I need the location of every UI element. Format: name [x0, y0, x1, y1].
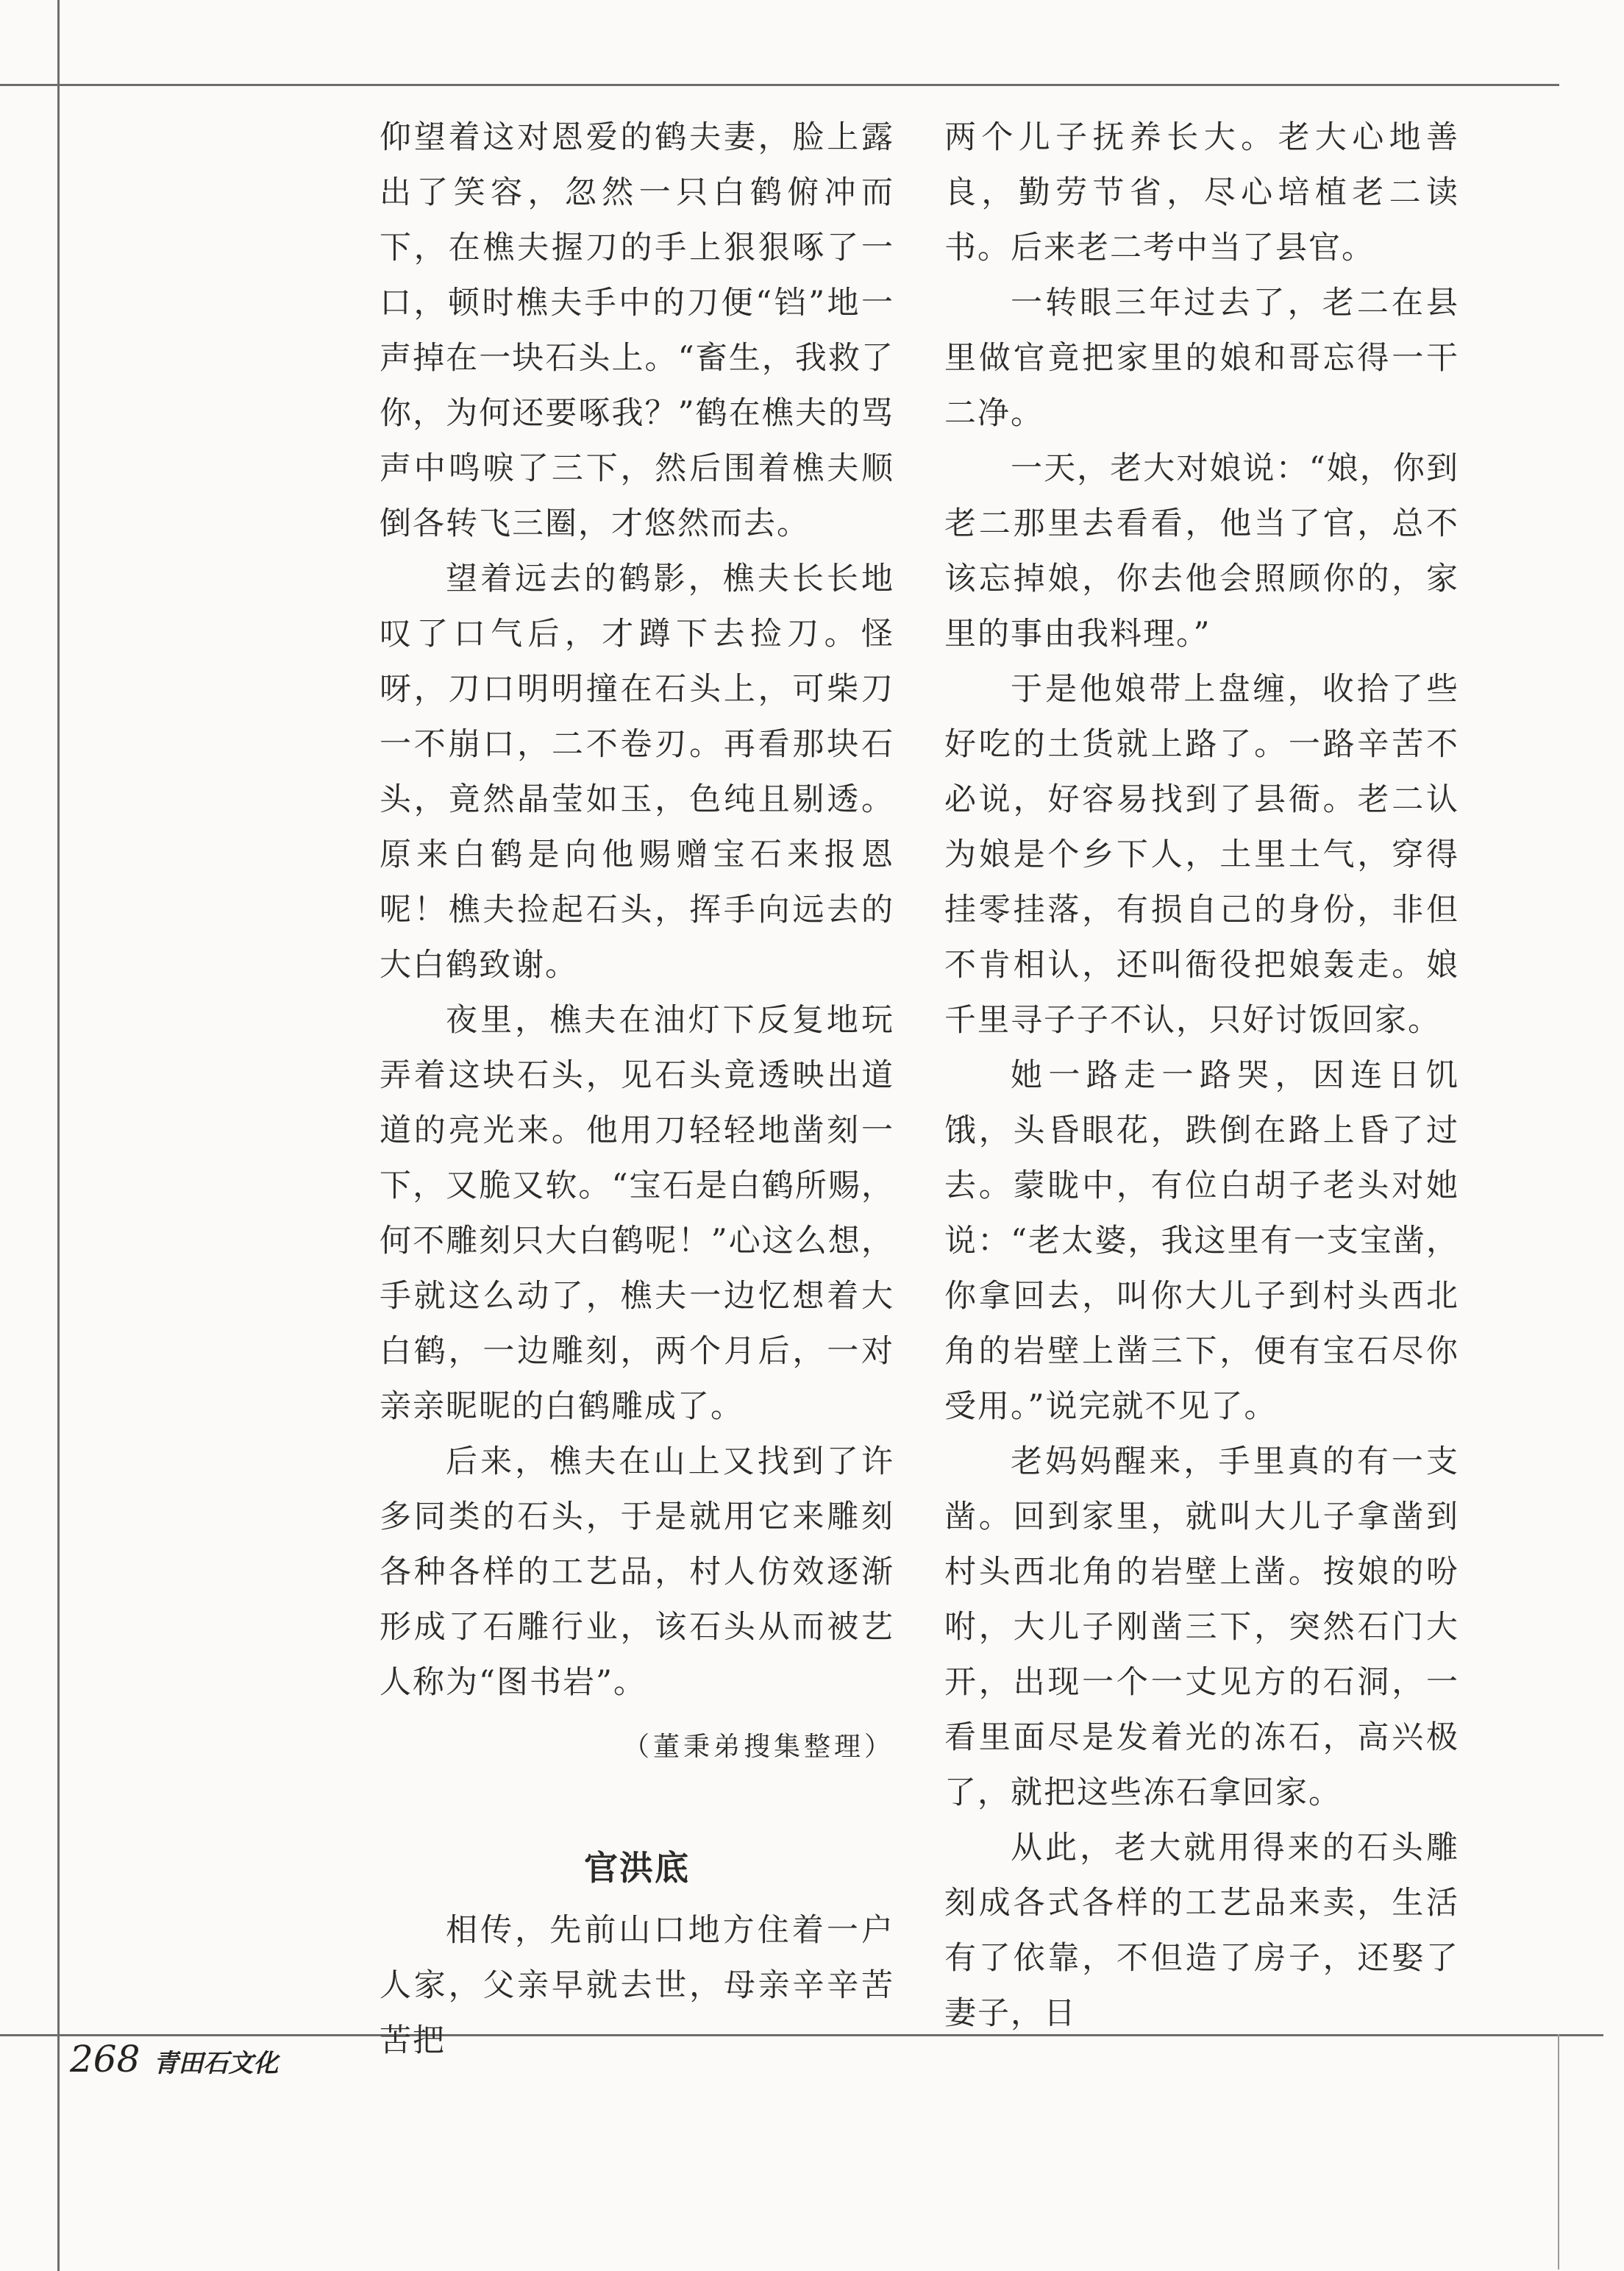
- paragraph: 后来，樵夫在山上又找到了许多同类的石头，于是就用它来雕刻各种各样的工艺品，村人仿效逐渐形成了石雕行业，该石头从而被艺人称为“图书岩”。: [380, 1443, 894, 1701]
- paragraph: 她一路走一路哭，因连日饥饿，头昏眼花，跌倒在路上昏了过去。蒙眬中，有位白胡子老头对她说：“老太婆，我这里有一支宝凿，你拿回去，叫你大儿子到村头西北角的岩壁上凿三下，便有宝石尽你受用。”说完就不见了。: [944, 1057, 1459, 1425]
- paragraph: 一天，老大对娘说：“娘，你到老二那里去看看，他当了官，总不该忘掉娘，你去他会照顾你的，家里的事由我料理。”: [944, 450, 1459, 653]
- paragraph: 两个儿子抚养长大。老大心地善良，勤劳节省，尽心培植老二读书。后来老二考中当了县官。: [944, 119, 1459, 266]
- top-rule: [0, 84, 1559, 86]
- paragraph: 一转眼三年过去了，老二在县里做官竟把家里的娘和哥忘得一干二净。: [944, 285, 1459, 432]
- magazine-name: 青田石文化: [153, 2049, 279, 2078]
- left-margin-rule: [57, 0, 60, 2271]
- paragraph: 老妈妈醒来，手里真的有一支凿。回到家里，就叫大儿子拿凿到村头西北角的岩壁上凿。按娘的吩咐，大儿子刚凿三下，突然石门大开，出现一个一丈见方的石洞，一看里面尽是发着光的冻石，高兴极了，就把这些冻石拿回家。: [944, 1443, 1459, 1811]
- paragraph: 夜里，樵夫在油灯下反复地玩弄着这块石头，见石头竟透映出道道的亮光来。他用刀轻轻地凿刻一下，又脆又软。“宝石是白鹤所赐，何不雕刻只大白鹤呢！”心这么想，手就这么动了，樵夫一边忆想着大白鹤，一边雕刻，两个月后，一对亲亲昵昵的白鹤雕成了。: [380, 1002, 894, 1425]
- paragraph: 于是他娘带上盘缠，收拾了些好吃的土货就上路了。一路辛苦不必说，好容易找到了县衙。老二认为娘是个乡下人，土里土气，穿得挂零挂落，有损自己的身份，非但不肯相认，还叫衙役把娘轰走。娘千里寻子子不认，只好讨饭回家。: [944, 671, 1459, 1039]
- right-column: [944, 110, 1459, 2041]
- paragraph: 望着远去的鹤影，樵夫长长地叹了口气后，才蹲下去捡刀。怪呀，刀口明明撞在石头上，可柴刀一不崩口，二不卷刃。再看那块石头，竟然晶莹如玉，色纯且剔透。原来白鹤是向他赐赠宝石来报恩呢！樵夫捡起石头，挥手向远去的大白鹤致谢。: [380, 561, 894, 984]
- paragraph: 仰望着这对恩爱的鹤夫妻，脸上露出了笑容，忽然一只白鹤俯冲而下，在樵夫握刀的手上狠狠啄了一口，顿时樵夫手中的刀便“铛”地一声掉在一块石头上。“畜生，我救了你，为何还要啄我？”鹤在樵夫的骂声中鸣唳了三下，然后围着樵夫顺倒各转飞三圈，才悠然而去。: [380, 119, 894, 542]
- paragraph: 相传，先前山口地方住着一户人家，父亲早就去世，母亲辛辛苦苦把: [380, 1912, 894, 2059]
- corner-rule: [1558, 2034, 1559, 2270]
- section-title: 官洪底: [584, 1848, 690, 1888]
- left-column: [380, 110, 894, 2069]
- author-credit: （董秉弟搜集整理）: [622, 1732, 894, 1762]
- page-footer: [70, 2038, 278, 2080]
- paragraph: 从此，老大就用得来的石头雕刻成各式各样的工艺品来卖，生活有了依靠，不但造了房子，还娶了妻子，日: [944, 1830, 1459, 2032]
- page-number: 268: [70, 2038, 140, 2080]
